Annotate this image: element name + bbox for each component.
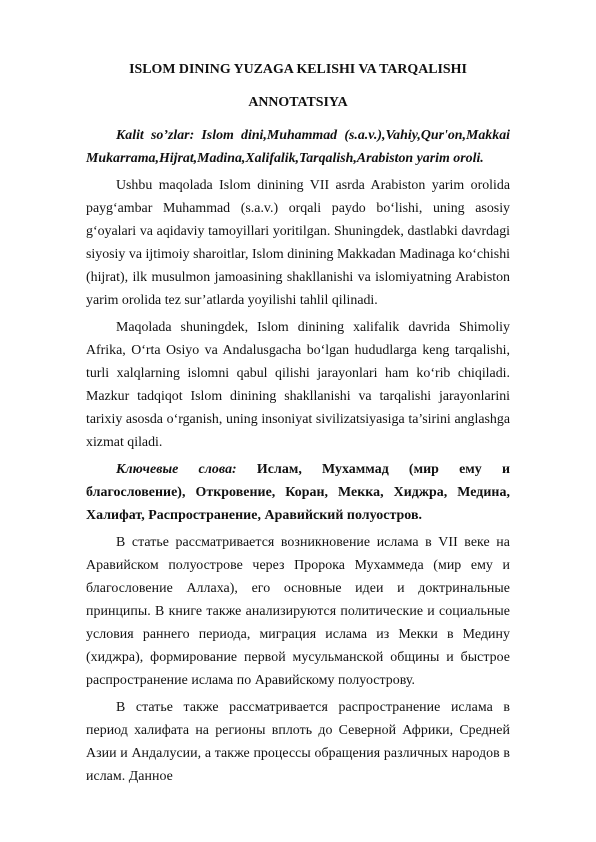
keywords-ru-label: Ключевые слова: <box>116 462 237 477</box>
keywords-ru <box>86 458 510 527</box>
keywords-uz <box>86 124 510 170</box>
section-heading-annotation: ANNOTATSIYA <box>248 95 348 110</box>
paragraph-ru-1: В статье рассматривается возникновение ислама в VII веке на Аравийском полуострове через Пророка Мухаммеда (мир ему и благословение Аллаха), его основные идеи и доктринальные принципы. В книге также анализируются политические и социальные условия раннего периода, миграция ислама из Мекки в Медину (хиджра), формирование первой мусульманской общины и быстрое распространение ислама по Аравийскому полуострову. <box>86 535 510 688</box>
keywords-ru-text: Ислам, Мухаммад (мир ему и благословение), Откровение, Коран, Мекка, Хиджра, Медина, Халифат, Распространение, Аравийский полуостров. <box>86 462 511 523</box>
keywords-uz-text: Islom dini,Muhammad (s.a.v.),Vahiy,Qur'on,Makkai Mukarrama,Hijrat,Madina,Xalifalik,Tarqalish,Arabiston yarim oroli. <box>86 128 510 166</box>
keywords-uz-label: Kalit so’zlar: <box>116 128 195 143</box>
paragraph-uz-1: Ushbu maqolada Islom dinining VII asrda Arabiston yarim orolida payg‘ambar Muhammad (s.a.v.) orqali paydo bo‘lishi, uning asosiy g‘oyalari va aqidaviy tamoyillari yoritilgan. Shuningdek, dastlabki davrdagi siyosiy va ijtimoiy sharoitlar, Islom dinining Makkadan Madinaga ko‘chishi (hijrat), ilk musulmon jamoasining shakllanishi va islomiyatning Arabiston yarim orolida tez sur’atlarda yoyilishi tahlil qilinadi. <box>86 178 510 308</box>
paragraph-uz-2: Maqolada shuningdek, Islom dinining xalifalik davrida Shimoliy Afrika, O‘rta Osiyo va Andalusgacha bo‘lgan hududlarga keng tarqalishi, turli xalqlarning islomni qabul qilishi jarayonlari ham ko‘rib chiqiladi. Mazkur tadqiqot Islom dinining shakllanishi va tarqalishi jarayonlarini tarixiy asosda o‘rganish, uning insoniyat sivilizatsiyasiga ta’sirini anglashga xizmat qiladi. <box>86 320 510 450</box>
document-title: ISLOM DINING YUZAGA KELISHI VA TARQALISHI <box>129 62 467 77</box>
document-page <box>86 58 510 792</box>
paragraph-ru-2: В статье также рассматривается распространение ислама в период халифата на регионы вплоть до Северной Африки, Средней Азии и Андалусии, а также процессы обращения различных народов в ислам. Данное <box>86 700 510 784</box>
